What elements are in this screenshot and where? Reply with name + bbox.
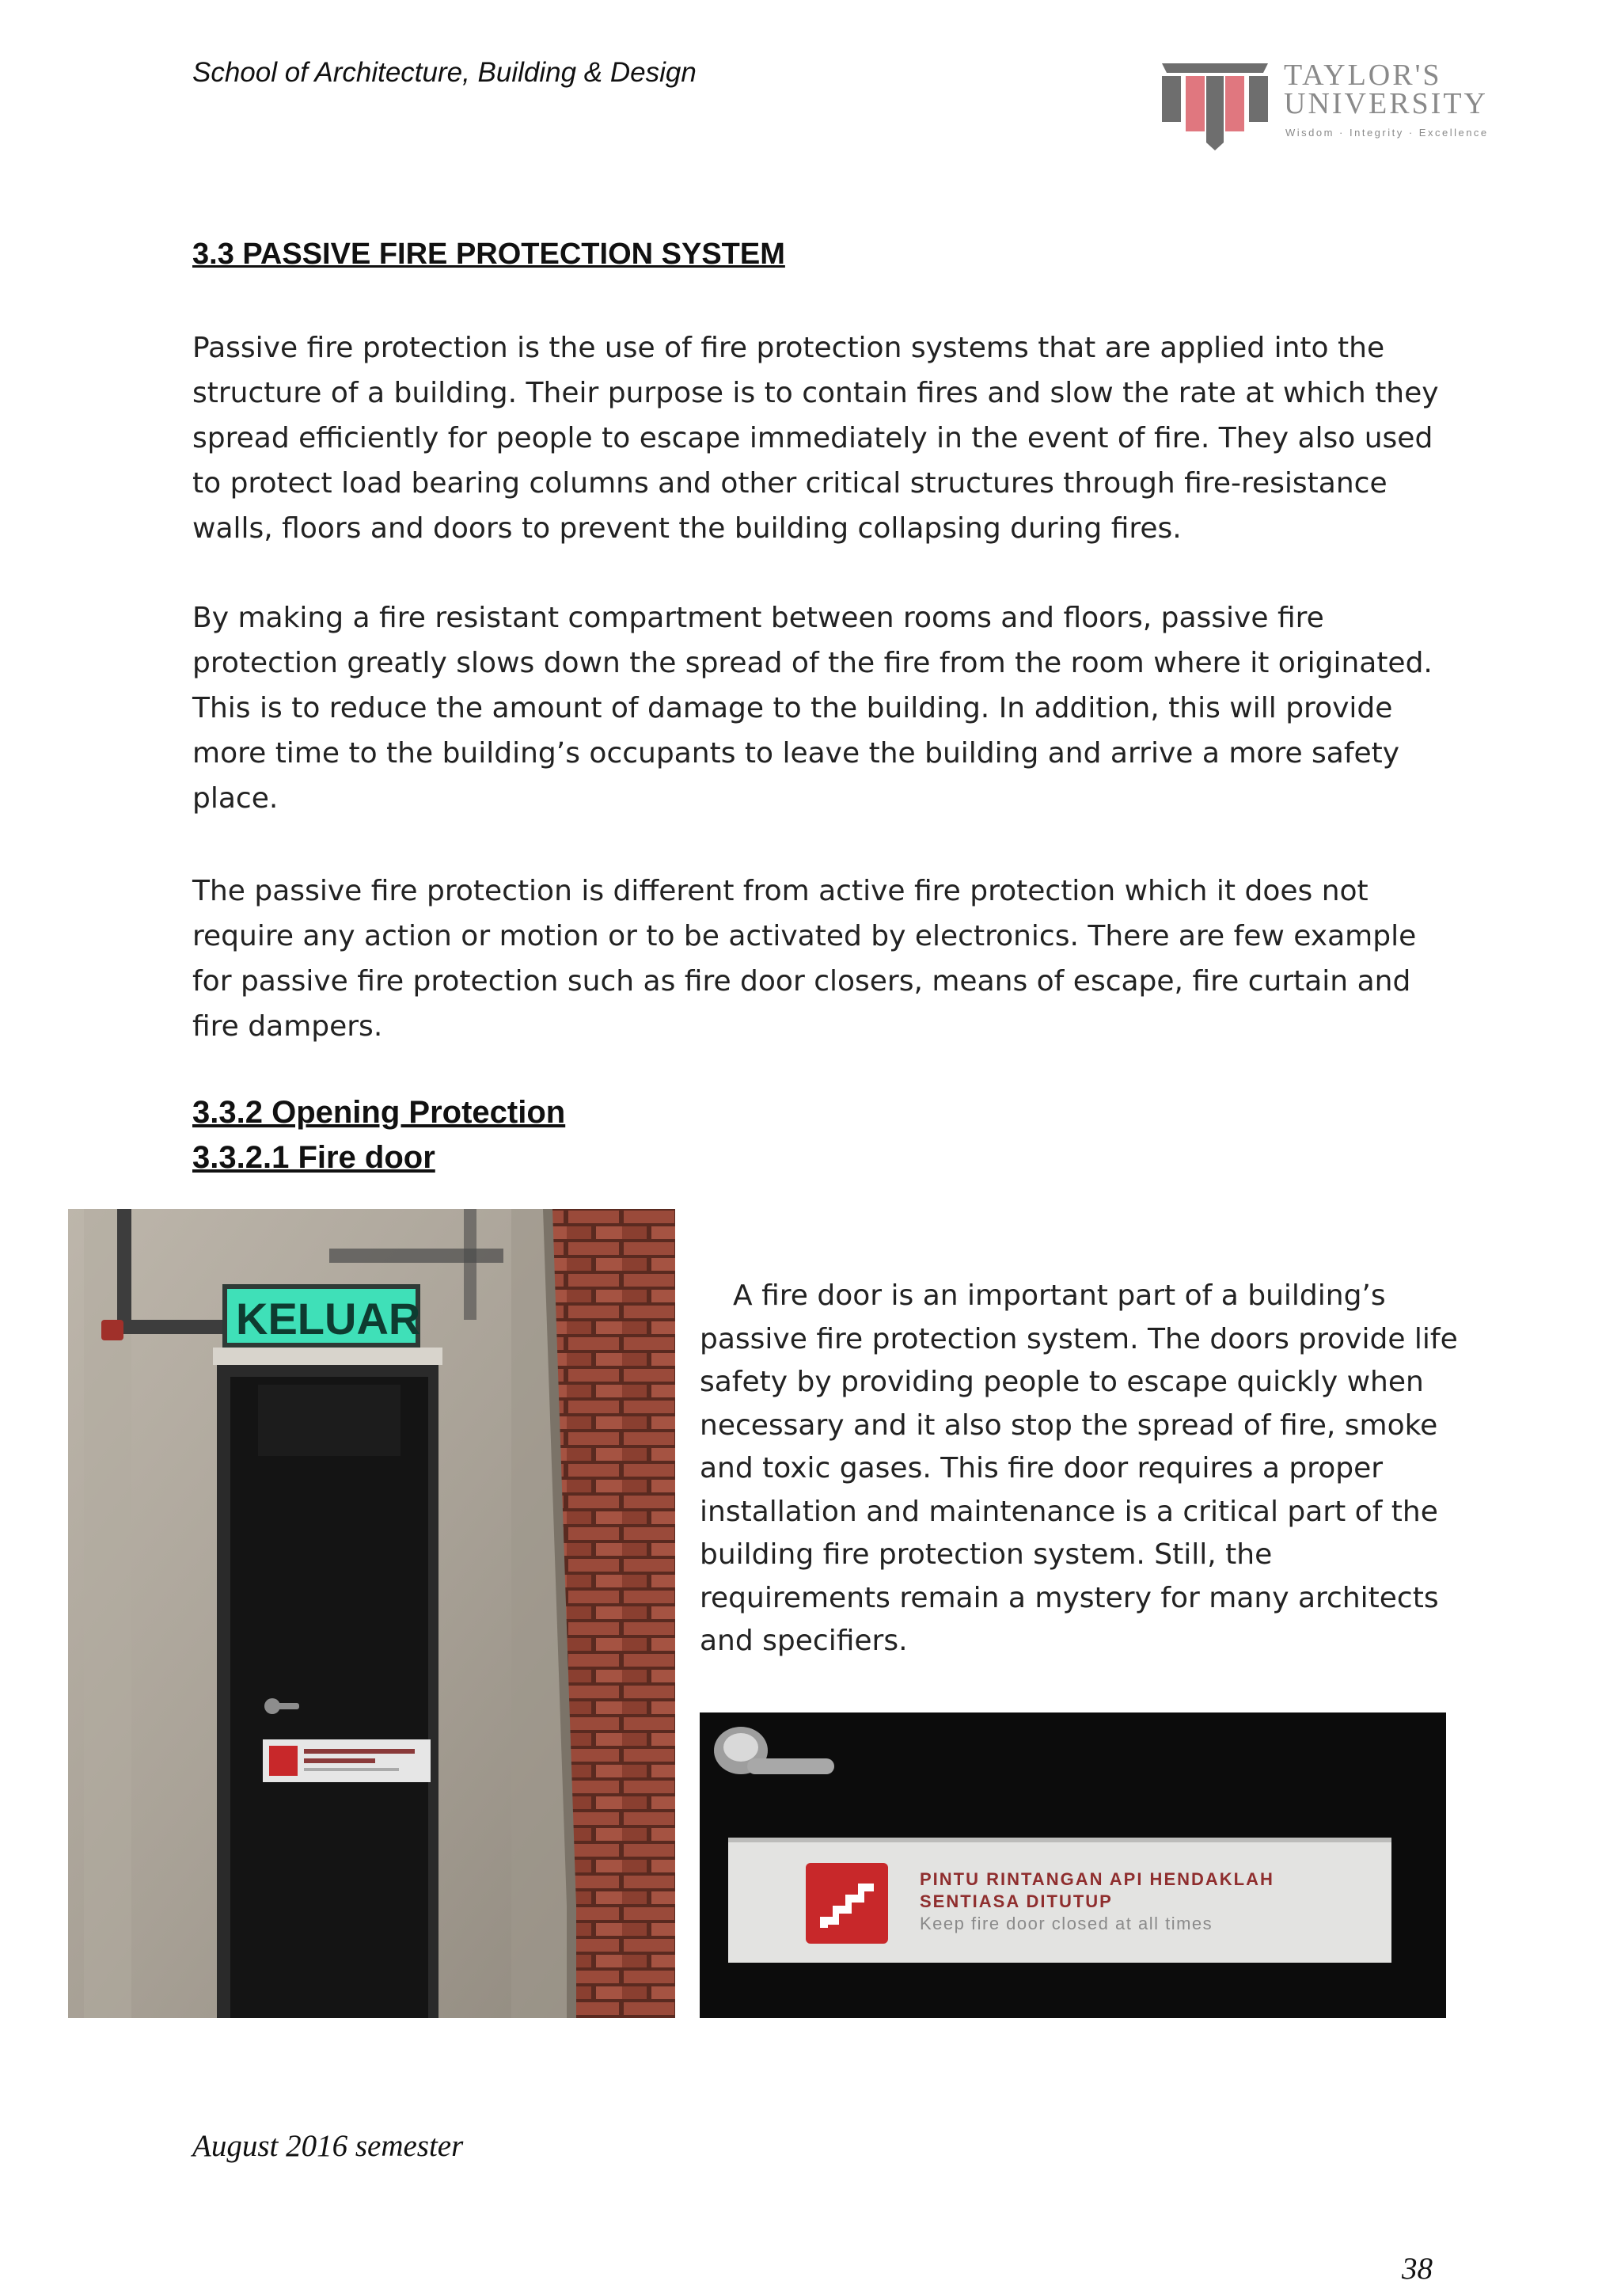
subsection-subtitle: 3.3.2.1 Fire door [192,1140,435,1175]
subsection-title: 3.3.2 Opening Protection [192,1095,566,1130]
logo-emblem-icon [1156,60,1274,155]
footer-semester: August 2016 semester [192,2129,464,2163]
plaque-text-line2: SENTIASA DITUTUP [920,1891,1113,1911]
logo-name-line2: UNIVERSITY [1284,87,1488,120]
fire-door-plaque-photo [700,1712,1446,2018]
plaque-text-line3: Keep fire door closed at all times [920,1914,1213,1933]
plaque-text-line1: PINTU RINTANGAN API HENDAKLAH [920,1869,1274,1889]
logo-name-line1: TAYLOR'S [1284,59,1442,92]
exit-sign-text: KELUAR [236,1294,421,1344]
logo-tagline: Wisdom · Integrity · Excellence [1285,127,1489,139]
header-school-name: School of Architecture, Building & Design [192,57,697,88]
fire-door-photo [68,1209,675,2018]
paragraph-3: The passive fire protection is different from active fire protection which it does not require any action or motion or to be activated by electronics. There are few example for passive fire protection such as fire door closers, means of escape, fire curtain and fire dampers. [192,875,1417,1043]
section-title: 3.3 PASSIVE FIRE PROTECTION SYSTEM [192,238,785,271]
fire-door-description: A fire door is an important part of a building’s passive fire protection system. The doors provide life safety by providing people to escape quickly when necessary and it also stop the spread of fire, smoke and toxic gases. This fire door requires a proper installation and maintenance is a critical part of the building fire protection system. Still, the requirements remain a mystery for many architects and specifiers. [700,1279,1458,1657]
paragraph-1: Passive fire protection is the use of fire protection systems that are applied into the structure of a building. Their purpose is to contain fires and slow the rate at which they spread efficiently for people to escape immediately in the event of fire. They also used to protect load bearing columns and other critical structures through fire-resistance walls, floors and doors to prevent the building collapsing during fires. [192,332,1439,545]
paragraph-2: By making a fire resistant compartment between rooms and floors, passive fire protection greatly slows down the spread of the fire from the room where it originated. This is to reduce the amount of damage to the building. In addition, this will provide more time to the building’s occupants to leave the building and arrive a more safety place. [192,602,1433,815]
university-logo [1156,60,1536,155]
page-number: 38 [1402,2252,1433,2286]
